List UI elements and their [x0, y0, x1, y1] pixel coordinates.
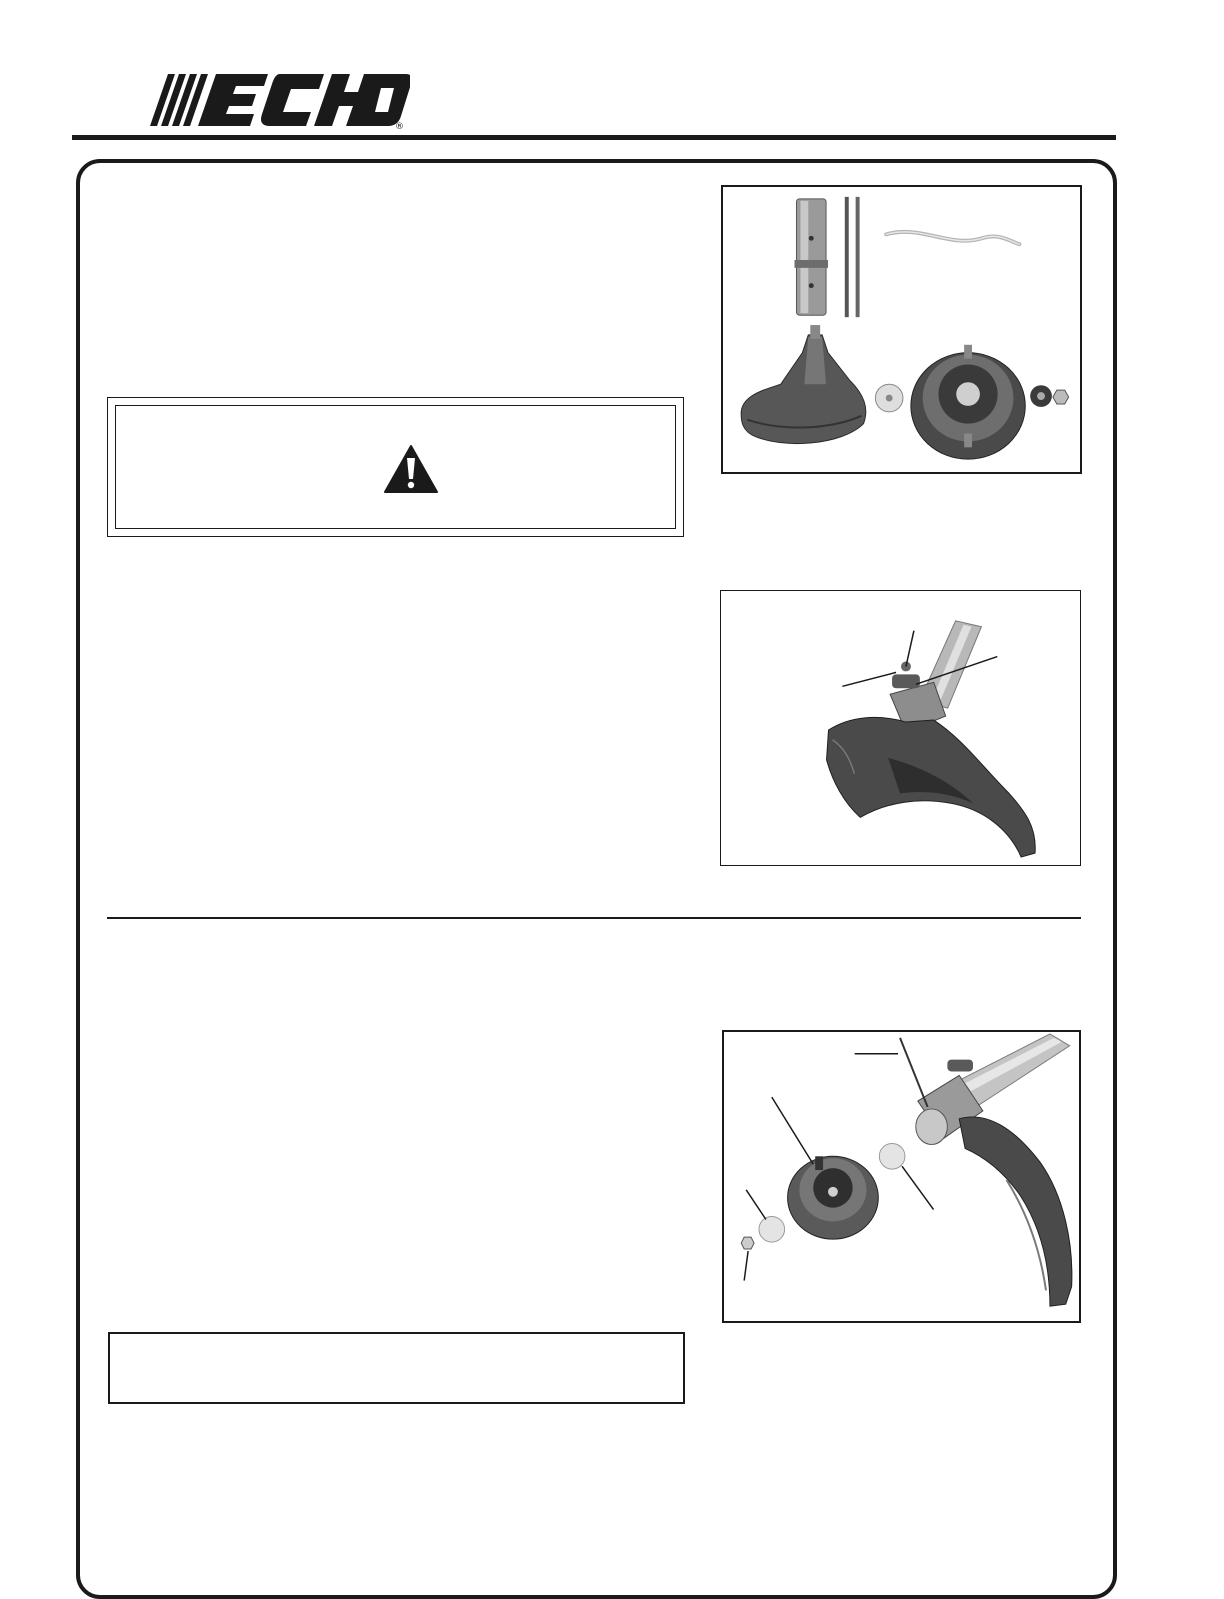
debris-shield-part — [827, 717, 1036, 857]
debris-shield-part — [959, 1117, 1072, 1306]
callout-line-cover — [746, 1190, 766, 1220]
callout-line-head — [772, 1097, 813, 1164]
parts-kit-illustration — [723, 187, 1080, 472]
cover-part — [759, 1216, 785, 1242]
head-install-figure — [722, 1030, 1081, 1323]
callout-line-washer — [902, 1166, 934, 1209]
warning-triangle-icon — [383, 444, 439, 494]
shield-mount-figure — [720, 590, 1081, 866]
head-install-illustration — [724, 1032, 1079, 1321]
shield-mount-illustration — [721, 591, 1080, 865]
cutter-head-part — [911, 345, 1025, 459]
callout-line-bolt — [906, 631, 914, 667]
callout-line-nut — [744, 1251, 748, 1281]
callout-line-bracket — [842, 672, 896, 686]
trimmer-line-part — [886, 232, 1019, 244]
echo-logo — [148, 72, 410, 130]
washer-part — [879, 1143, 905, 1169]
rod-part — [845, 197, 849, 317]
registered-mark: ® — [395, 122, 404, 130]
parts-kit-figure — [721, 185, 1082, 474]
section-divider — [107, 917, 1081, 919]
nut-part — [741, 1237, 754, 1249]
socket-tool-part — [795, 199, 829, 315]
nut-part — [1053, 390, 1069, 404]
warning-inner-border — [115, 405, 676, 529]
warning-box — [107, 397, 684, 537]
rod-part-2 — [856, 197, 860, 317]
debris-shield-part — [741, 325, 866, 444]
note-box — [108, 1332, 685, 1404]
washer-part — [875, 384, 903, 412]
cutter-head-part — [788, 1156, 879, 1239]
rod-part — [900, 1038, 928, 1107]
header-rule — [72, 135, 1116, 140]
